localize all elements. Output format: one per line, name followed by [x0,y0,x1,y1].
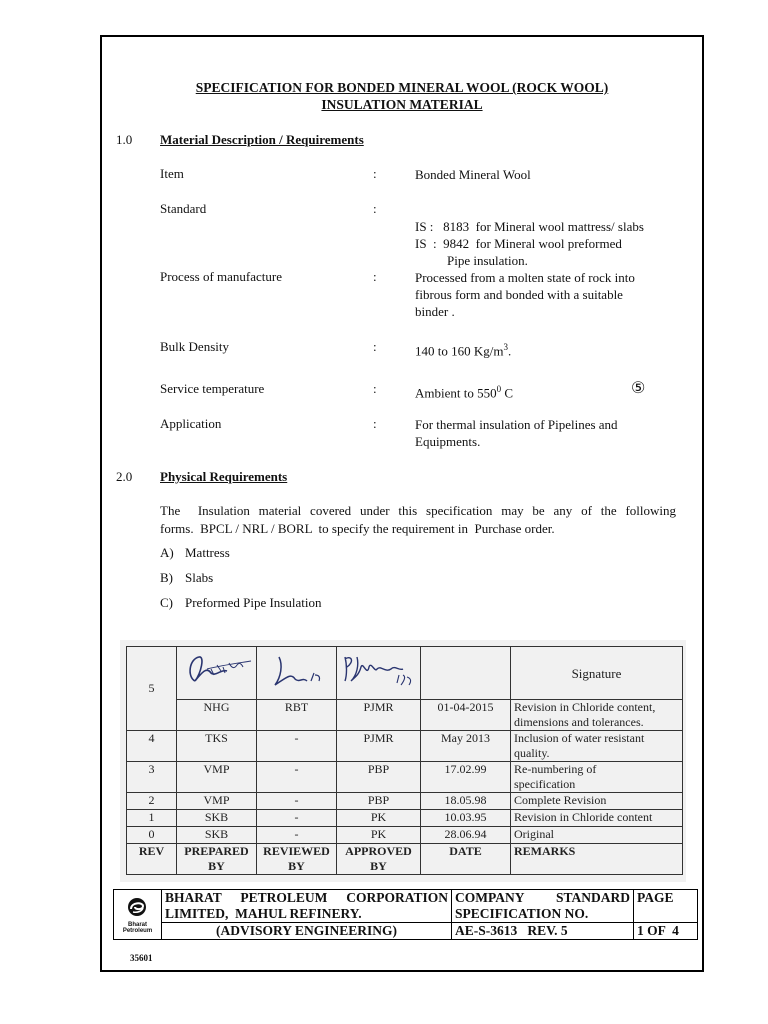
remarks-line-1: Revision in Chloride content, [514,700,656,714]
process-colon: : [373,269,377,284]
standard-colon: : [373,201,377,216]
section-1-number: 1.0 [116,132,133,147]
table-row [127,731,683,762]
section-2-paragraph-line-2: forms. BPCL / NRL / BORL to specify the requirement in Purchase order. [160,521,555,536]
date-cell: 10.03.95 [421,810,511,827]
header-prepared-line-1: PREPARED [184,844,249,858]
remarks-cell [511,762,683,793]
bulk-density-label: Bulk Density [160,339,229,354]
approved-cell: PJMR [337,731,421,762]
reviewed-cell: - [257,827,337,844]
section-2-number: 2.0 [116,469,133,484]
list-text: Mattress [185,545,230,560]
table-header-row [127,844,683,875]
application-colon: : [373,416,377,431]
reviewed-cell: RBT [257,700,337,731]
header-reviewed [257,844,337,875]
section-2-paragraph [160,502,676,538]
prepared-cell: SKB [177,827,257,844]
rev-cell: 5 [127,647,177,731]
page-number: 1 OF 4 [634,923,698,940]
process-value-line-2: fibrous form and bonded with a suitable [415,287,623,302]
service-temperature-text: Ambient to 550 [415,385,497,401]
standard-value [415,201,644,269]
company-name-cell [162,890,452,923]
approved-cell: PK [337,827,421,844]
signature-prepared [177,647,257,700]
service-temperature-unit: C [501,385,514,401]
section-1-heading: Material Description / Requirements [160,132,364,147]
table-row [127,793,683,810]
revision-table [126,646,683,875]
reviewed-cell: - [257,793,337,810]
remarks-cell [511,700,683,731]
page-label: PAGE [637,890,674,905]
header-prepared-line-2: BY [208,859,225,873]
table-row [127,700,683,731]
section-2-heading: Physical Requirements [160,469,288,484]
item-label: Item [160,166,184,181]
signature-row [127,647,683,700]
remarks-cell: Original [511,827,683,844]
bulk-density-exponent: 3 [503,342,508,352]
service-temperature-colon: : [373,381,377,396]
document-title [100,79,704,113]
list-item [160,570,213,586]
reviewed-cell: - [257,810,337,827]
application-label: Application [160,416,222,431]
list-item [160,595,321,611]
list-text: Slabs [185,570,214,585]
process-value-line-3: binder . [415,304,455,319]
rev-cell: 0 [127,827,177,844]
process-value [415,269,635,320]
list-text: Preformed Pipe Insulation [185,595,322,610]
date-cell: 28.06.94 [421,827,511,844]
date-cell: May 2013 [421,731,511,762]
rev-cell: 4 [127,731,177,762]
prepared-cell: VMP [177,793,257,810]
process-value-line-1: Processed from a molten state of rock into [415,270,635,285]
remarks-line-2: quality. [514,746,550,760]
remarks-line-1: Re-numbering of [514,762,597,776]
company-name-line-2: LIMITED, MAHUL REFINERY. [165,906,362,921]
title-line-1: SPECIFICATION FOR BONDED MINERAL WOOL (ROCK WOOL) [195,80,609,95]
company-name-line-1: BHARAT PETROLEUM CORPORATION [165,890,448,905]
signature-reviewed [257,647,337,700]
title-block-row-2 [114,923,698,940]
reviewed-cell: - [257,731,337,762]
list-marker: B) [160,570,173,585]
application-value-line-2: Equipments. [415,434,481,449]
header-approved-line-1: APPROVED [345,844,412,858]
approved-cell: PBP [337,793,421,810]
date-cell: 01-04-2015 [421,700,511,731]
spec-label-line-2: SPECIFICATION NO. [455,906,589,921]
remarks-line-1: Inclusion of water resistant [514,731,645,745]
signature-approved [337,647,421,700]
bulk-density-period: . [507,343,512,359]
standard-label: Standard [160,201,207,216]
department: (ADVISORY ENGINEERING) [162,923,452,940]
degree-superscript: 0 [496,384,502,394]
approved-cell: PK [337,810,421,827]
header-approved-line-2: BY [370,859,387,873]
header-rev: REV [127,844,177,875]
application-value [415,416,618,450]
bulk-density-colon: : [373,339,377,354]
item-colon: : [373,166,377,181]
approved-cell: PBP [337,762,421,793]
signature-header: Signature [511,647,683,700]
header-reviewed-line-1: REVIEWED [263,844,330,858]
standard-value-line-2: IS : 9842 for Mineral wool preformed [415,236,622,251]
service-temperature-label: Service temperature [160,381,265,396]
remarks-line-2: dimensions and tolerances. [514,715,644,729]
table-row [127,827,683,844]
bharat-petroleum-logo-icon [116,896,158,918]
header-reviewed-line-2: BY [288,859,305,873]
remarks-line-2: specification [514,777,576,791]
list-item [160,545,230,561]
spec-number: AE-S-3613 REV. 5 [452,923,634,940]
table-row [127,810,683,827]
reviewed-cell: - [257,762,337,793]
handwritten-signature-prepared [177,647,255,695]
company-logo [114,890,162,940]
title-line-2: INSULATION MATERIAL [321,97,483,112]
application-value-line-1: For thermal insulation of Pipelines and [415,417,618,432]
table-row [127,762,683,793]
rev-cell: 1 [127,810,177,827]
header-date: DATE [421,844,511,875]
rev-cell: 2 [127,793,177,810]
logo-text-line-1: Bharat [127,921,147,928]
item-value: Bonded Mineral Wool [415,167,531,182]
spec-label-line-1: COMPANY STANDARD [455,890,630,905]
date-cell: 17.02.99 [421,762,511,793]
logo-text-line-2: Petroleum [122,927,153,934]
remarks-cell: Revision in Chloride content [511,810,683,827]
document-code: 35601 [130,953,153,963]
signature-date-blank [421,647,511,700]
approved-cell: PJMR [337,700,421,731]
handwritten-signature-reviewed [257,647,335,695]
prepared-cell: TKS [177,731,257,762]
header-approved [337,844,421,875]
remarks-cell [511,731,683,762]
date-cell: 18.05.98 [421,793,511,810]
process-label: Process of manufacture [160,269,283,284]
prepared-cell: VMP [177,762,257,793]
remarks-cell: Complete Revision [511,793,683,810]
title-block-row-1 [114,890,698,923]
handwritten-signature-approved [337,647,419,695]
standard-value-line-3: Pipe insulation. [447,253,528,268]
standard-value-line-1: IS : 8183 for Mineral wool mattress/ slabs [415,219,644,234]
revision-5-marker: ⑤ [631,380,646,397]
title-block [113,889,698,940]
prepared-cell: NHG [177,700,257,731]
header-remarks: REMARKS [511,844,683,875]
service-temperature-value [415,381,513,401]
header-prepared [177,844,257,875]
section-2-paragraph-line-1: The Insulation material covered under this specification may be any of the following [160,503,676,518]
page-label-cell [634,890,698,923]
spec-number-label-cell [452,890,634,923]
list-marker: A) [160,545,174,560]
bulk-density-range: 140 to 160 Kg/m [415,343,504,359]
list-marker: C) [160,595,173,610]
bulk-density-value [415,339,511,359]
rev-cell: 3 [127,762,177,793]
prepared-cell: SKB [177,810,257,827]
